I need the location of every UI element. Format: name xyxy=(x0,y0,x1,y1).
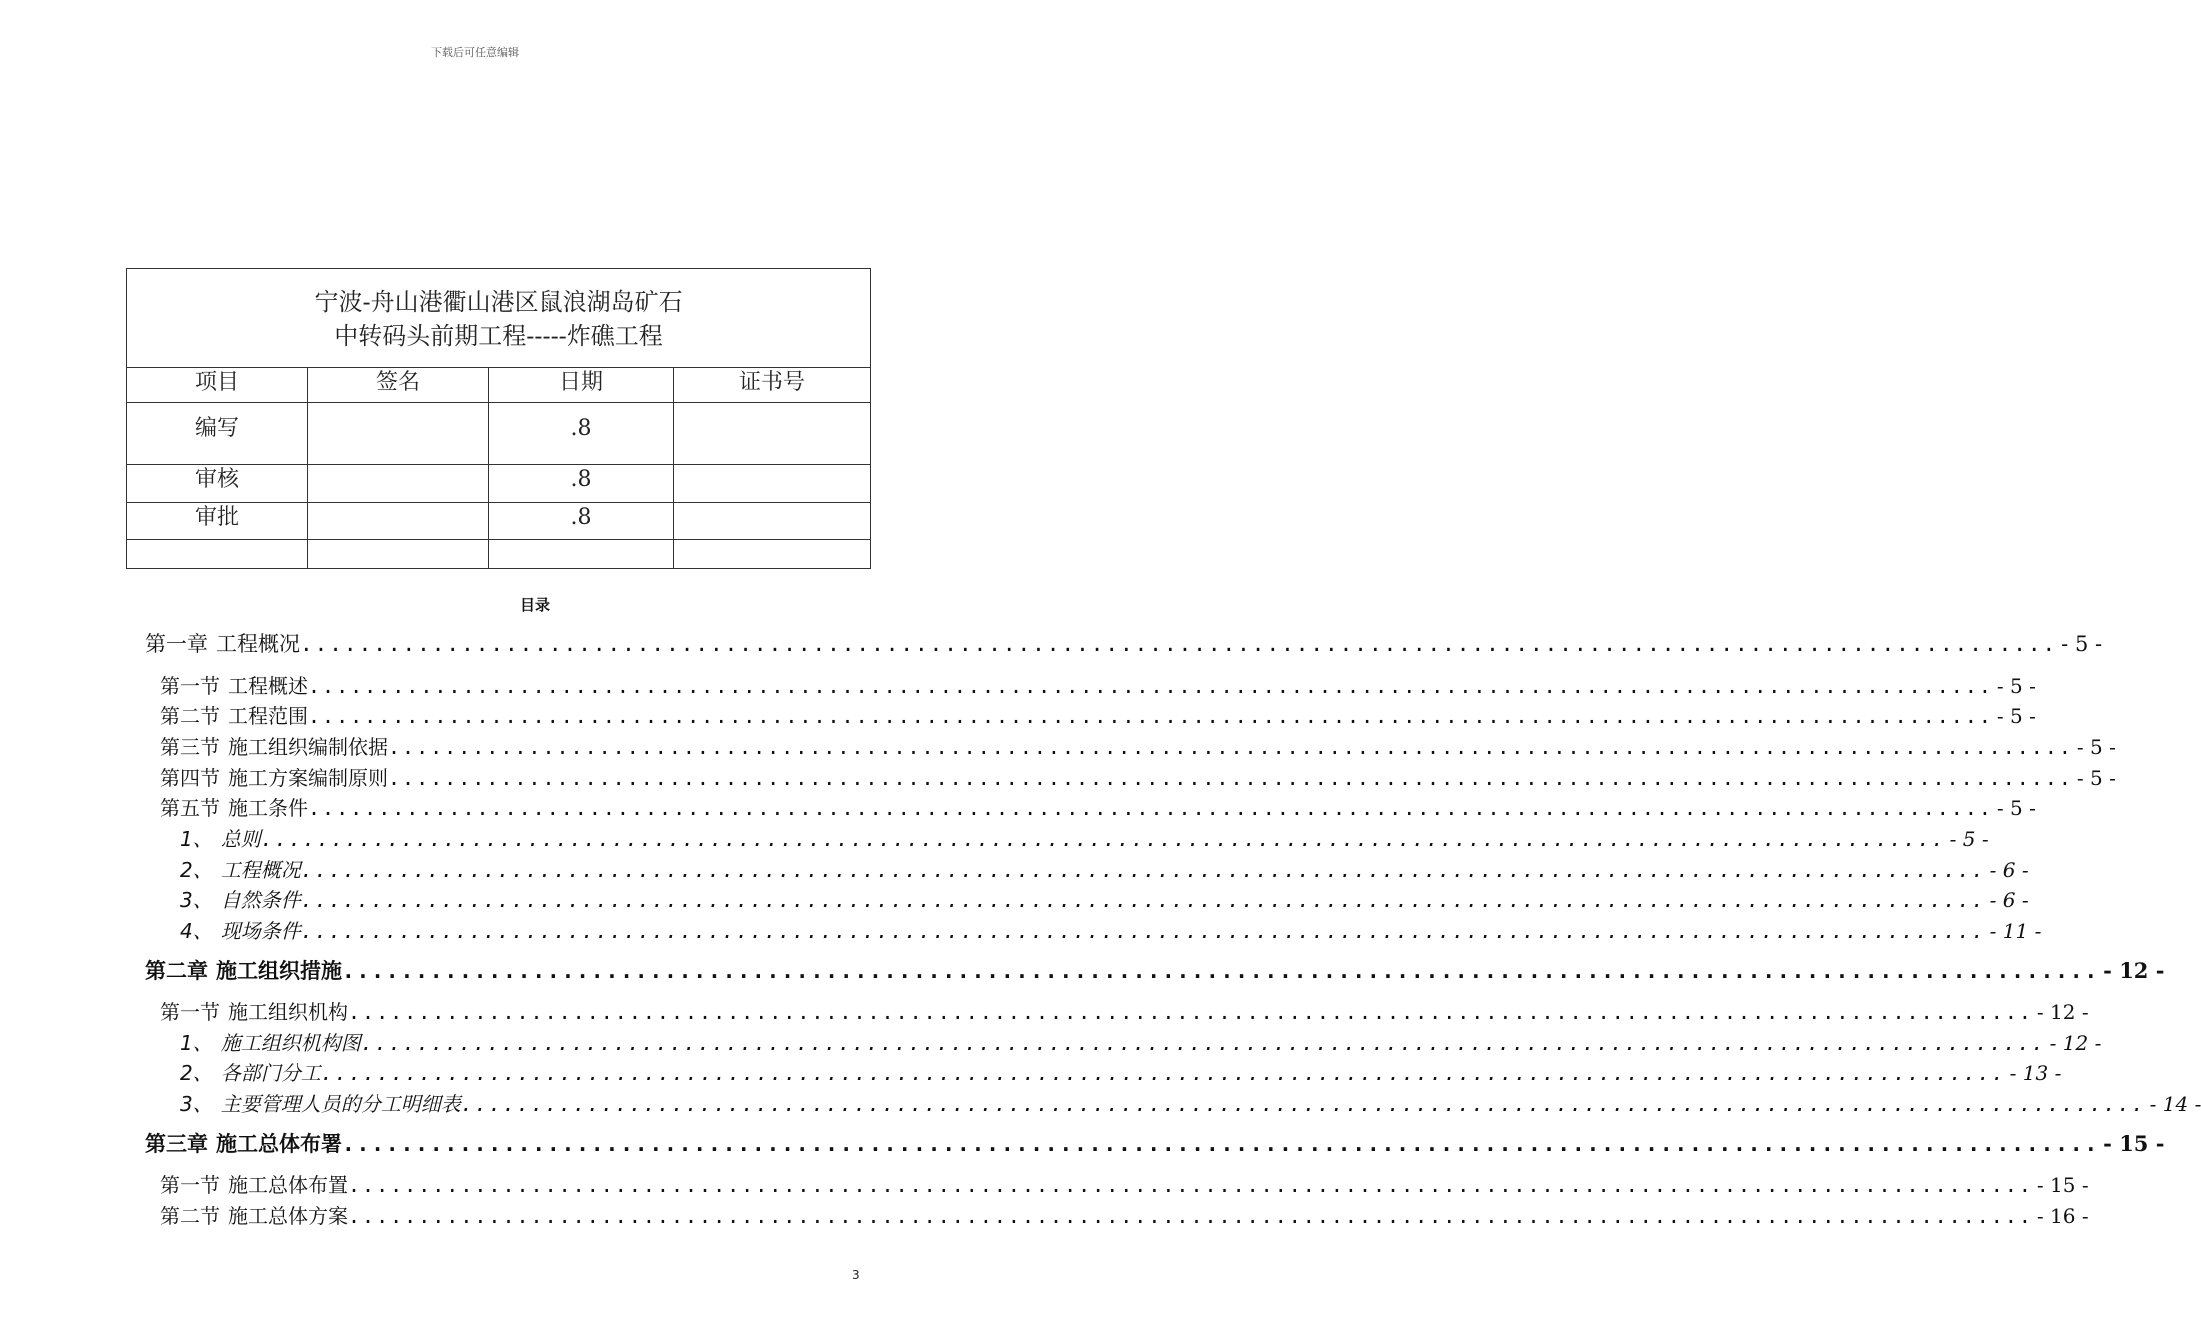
row-date: .8 xyxy=(489,403,674,465)
toc-page: - 12 - xyxy=(2036,1000,2089,1024)
toc-number: 第一节 xyxy=(160,1173,220,1197)
toc-entry-section[interactable] xyxy=(160,762,2116,791)
row-date: .8 xyxy=(489,503,674,540)
toc-number: 第一节 xyxy=(160,1000,220,1024)
toc-leader: ........................................................................................................................ xyxy=(360,1031,2046,1055)
toc-entry-chapter[interactable] xyxy=(145,955,2165,985)
row-item: 审批 xyxy=(127,503,308,540)
toc-page: - 6 - xyxy=(1989,888,2029,912)
column-header-certificate: 证书号 xyxy=(674,368,871,403)
toc-leader: ........................................................................................................................ xyxy=(388,766,2073,790)
toc-title: 施工组织编制依据 xyxy=(228,735,388,759)
toc-title: 施工方案编制原则 xyxy=(228,766,388,790)
toc-page: - 5 - xyxy=(1996,704,2036,728)
toc-entry-section[interactable] xyxy=(160,700,2036,729)
toc-page: - 5 - xyxy=(2061,632,2103,656)
toc-entry-section[interactable] xyxy=(160,1200,2089,1229)
column-header-date: 日期 xyxy=(489,368,674,403)
toc-number: 第一节 xyxy=(160,674,220,698)
toc-leader: ........................................................................................................................ xyxy=(308,674,1993,698)
toc-number: 第三章 xyxy=(145,1132,208,1156)
toc-number: 第四节 xyxy=(160,766,220,790)
toc-entry-subsection[interactable] xyxy=(180,1088,2201,1117)
toc-page: - 14 - xyxy=(2149,1092,2201,1116)
toc-leader: ........................................................................................................................ xyxy=(308,796,1993,820)
toc-leader: ........................................................................................................................ xyxy=(342,959,2100,983)
toc-page: - 5 - xyxy=(2076,766,2116,790)
toc-title: 工程概况 xyxy=(220,858,301,882)
toc-title: 各部门分工 xyxy=(220,1061,321,1085)
toc-page: - 12 - xyxy=(2103,958,2165,983)
toc-leader: ........................................................................................................................ xyxy=(260,827,1946,851)
page-number: 3 xyxy=(852,1268,860,1282)
toc-page: - 13 - xyxy=(2009,1061,2062,1085)
project-title-line1: 宁波-舟山港衢山港区鼠浪湖岛矿石 xyxy=(314,288,683,316)
toc-entry-subsection[interactable] xyxy=(180,915,2042,944)
toc-title: 施工总体布署 xyxy=(216,1132,342,1156)
toc-leader: ........................................................................................................................ xyxy=(300,919,1986,943)
toc-entry-section[interactable] xyxy=(160,996,2089,1025)
toc-page: - 12 - xyxy=(2049,1031,2102,1055)
toc-page: - 6 - xyxy=(1989,858,2029,882)
column-header-item: 项目 xyxy=(127,368,308,403)
toc-number: 第一章 xyxy=(145,632,208,656)
toc-number: 2、 xyxy=(180,1061,213,1085)
toc-number: 4、 xyxy=(180,919,213,943)
toc-entry-section[interactable] xyxy=(160,731,2116,760)
toc-leader: ........................................................................................................................ xyxy=(460,1092,2146,1116)
toc-entry-chapter[interactable] xyxy=(145,628,2103,658)
toc-page: - 5 - xyxy=(1949,827,1989,851)
toc-title: 主要管理人员的分工明细表 xyxy=(220,1092,461,1116)
toc-number: 1、 xyxy=(180,1031,213,1055)
toc-page: - 5 - xyxy=(1996,674,2036,698)
toc-number: 1、 xyxy=(180,827,213,851)
toc-entry-subsection[interactable] xyxy=(180,854,2029,883)
row-item: 编写 xyxy=(127,403,308,465)
toc-number: 第五节 xyxy=(160,796,220,820)
toc-title: 施工组织机构 xyxy=(228,1000,348,1024)
toc-title: 工程范围 xyxy=(228,704,308,728)
toc-page: - 15 - xyxy=(2036,1173,2089,1197)
toc-page: - 15 - xyxy=(2103,1131,2165,1156)
toc-leader: ........................................................................................................................ xyxy=(348,1204,2033,1228)
row-date: .8 xyxy=(489,465,674,503)
toc-title: 施工组织机构图 xyxy=(220,1031,361,1055)
column-header-signature: 签名 xyxy=(308,368,489,403)
toc-number: 第二节 xyxy=(160,704,220,728)
toc-page: - 16 - xyxy=(2036,1204,2089,1228)
toc-entry-subsection[interactable] xyxy=(180,1027,2102,1056)
toc-title: 自然条件 xyxy=(220,888,301,912)
toc-title: 工程概况 xyxy=(216,632,300,656)
toc-entry-section[interactable] xyxy=(160,792,2036,821)
toc-leader: ........................................................................................................................ xyxy=(300,888,1986,912)
toc-number: 第二章 xyxy=(145,959,208,983)
toc-number: 3、 xyxy=(180,888,213,912)
toc-leader: ........................................................................................................................ xyxy=(348,1173,2033,1197)
toc-number: 第二节 xyxy=(160,1204,220,1228)
toc-leader: ........................................................................................................................ xyxy=(348,1000,2033,1024)
toc-page: - 5 - xyxy=(1996,796,2036,820)
toc-leader: ........................................................................................................................ xyxy=(300,858,1986,882)
toc-entry-subsection[interactable] xyxy=(180,823,1989,852)
toc-title: 现场条件 xyxy=(220,919,301,943)
toc-leader: ........................................................................................................................ xyxy=(308,704,1993,728)
toc-entry-section[interactable] xyxy=(160,670,2036,699)
toc-leader: ........................................................................................................................ xyxy=(320,1061,2006,1085)
toc-title: 施工条件 xyxy=(228,796,308,820)
toc-number: 第三节 xyxy=(160,735,220,759)
toc-entry-chapter[interactable] xyxy=(145,1128,2165,1158)
toc-leader: ........................................................................................................................ xyxy=(300,632,2058,656)
toc-heading: 目录 xyxy=(519,596,550,614)
toc-title: 施工总体方案 xyxy=(228,1204,348,1228)
toc-page: - 5 - xyxy=(2076,735,2116,759)
toc-leader: ........................................................................................................................ xyxy=(342,1132,2100,1156)
header-note: 下载后可任意编辑 xyxy=(431,46,519,59)
toc-page: - 11 - xyxy=(1989,919,2042,943)
row-item: 审核 xyxy=(127,465,308,503)
toc-leader: ........................................................................................................................ xyxy=(388,735,2073,759)
toc-number: 2、 xyxy=(180,858,213,882)
toc-title: 施工组织措施 xyxy=(216,959,342,983)
toc-entry-subsection[interactable] xyxy=(180,884,2029,913)
project-title-line2: 中转码头前期工程-----炸礁工程 xyxy=(334,322,663,350)
toc-entry-section[interactable] xyxy=(160,1169,2089,1198)
toc-entry-subsection[interactable] xyxy=(180,1057,2062,1086)
toc-title: 施工总体布置 xyxy=(228,1173,348,1197)
toc-number: 3、 xyxy=(180,1092,213,1116)
toc-title: 工程概述 xyxy=(228,674,308,698)
toc-title: 总则 xyxy=(220,827,261,851)
